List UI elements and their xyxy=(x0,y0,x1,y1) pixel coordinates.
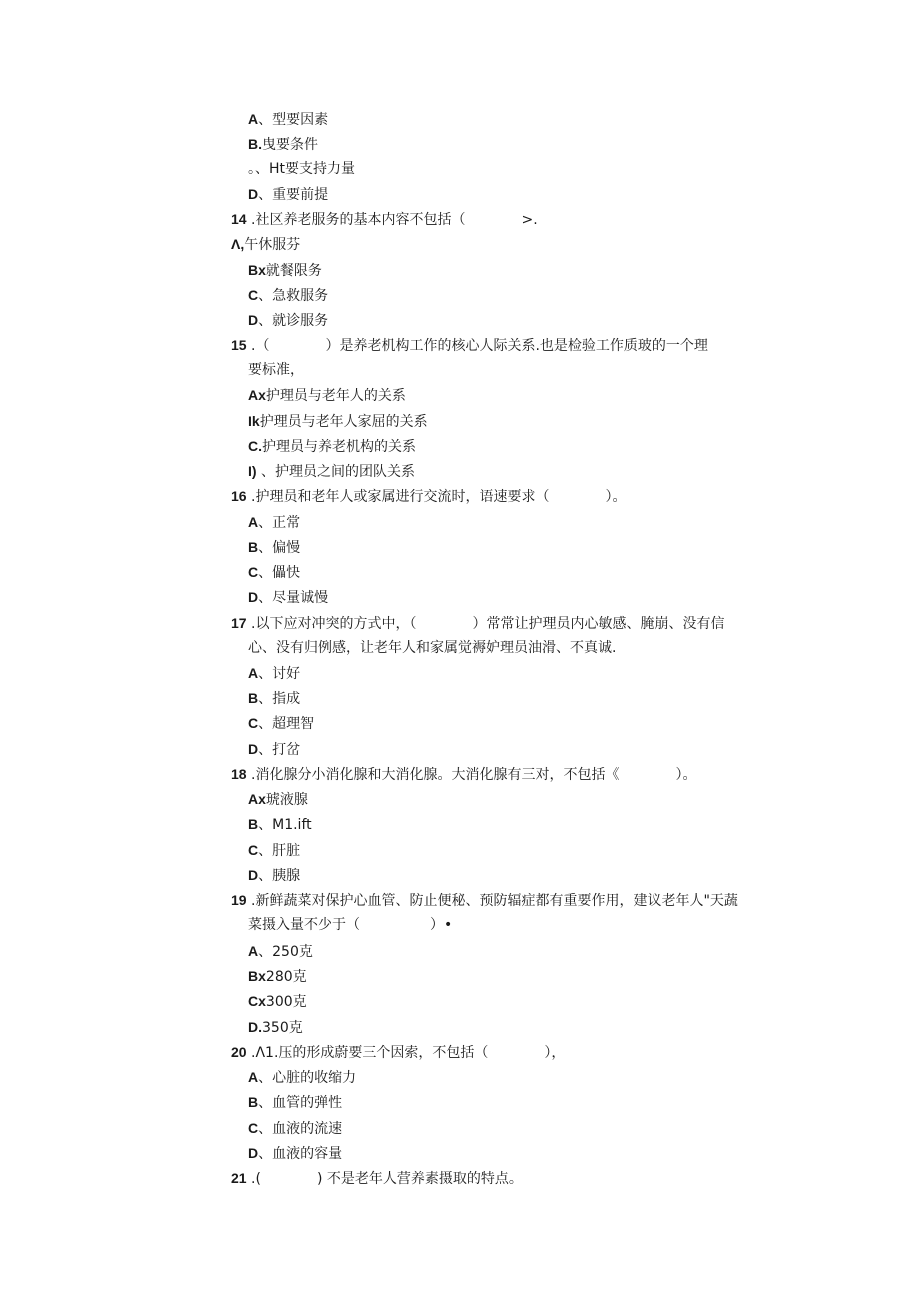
question-text: .社区养老服务的基本内容不包括（ >. xyxy=(246,212,538,228)
option-line xyxy=(248,1143,342,1164)
option-line xyxy=(248,537,300,558)
option-letter: A xyxy=(248,943,259,959)
option-letter: B xyxy=(248,1094,259,1110)
option-line xyxy=(248,1118,342,1139)
option-line xyxy=(248,713,314,734)
question-text: .护理员和老年人或家属进行交流时，语速要求（ ）。 xyxy=(246,489,627,505)
option-letter: B xyxy=(248,816,259,832)
option-text: 、就诊服务 xyxy=(258,313,329,329)
option-line xyxy=(248,285,328,306)
option-text: 护理员与老年人家屈的关系 xyxy=(259,414,428,430)
option-letter: B. xyxy=(248,136,262,152)
option-line xyxy=(248,1067,356,1088)
question-number: 14 xyxy=(231,211,247,227)
option-letter: D xyxy=(248,186,259,202)
question-text: .新鲜蔬菜对保护心血管、防止便秘、预防辐症都有重要作用，建议老年人"天蔬 xyxy=(246,893,738,909)
question-number: 19 xyxy=(231,892,247,908)
question-number: 20 xyxy=(231,1044,247,1060)
option-text: 、重要前提 xyxy=(258,187,329,203)
question-number: 21 xyxy=(231,1170,247,1186)
question-line xyxy=(231,1168,523,1189)
option-text: 心、没有归例感，让老年人和家属觉褥妒理员油滑、不真诚. xyxy=(248,640,617,656)
option-line xyxy=(248,814,312,835)
option-line xyxy=(248,461,415,482)
option-line xyxy=(248,360,304,380)
question-number: 15 xyxy=(231,337,247,353)
option-letter: D xyxy=(248,1145,259,1161)
question-line xyxy=(231,764,696,785)
option-letter: Cx xyxy=(248,993,266,1009)
option-text: 要标准， xyxy=(248,362,304,378)
question-text: 午休服芬 xyxy=(244,237,301,253)
option-text: 、胰腺 xyxy=(258,868,301,884)
question-line xyxy=(231,1042,565,1063)
option-letter: A xyxy=(248,1069,259,1085)
option-line xyxy=(248,638,616,658)
option-text: 、儡快 xyxy=(258,565,301,581)
option-letter: I) xyxy=(248,463,257,479)
option-line xyxy=(248,436,416,457)
question-number: Λ, xyxy=(231,236,245,252)
option-letter: Bx xyxy=(248,262,266,278)
option-text: 曳要条件 xyxy=(262,137,318,153)
option-text: 、护理员之间的团队关系 xyxy=(256,464,416,480)
question-line xyxy=(231,234,300,255)
option-text: 、打岔 xyxy=(258,742,301,758)
option-line xyxy=(248,562,300,583)
option-letter: C xyxy=(248,842,259,858)
option-line xyxy=(248,587,328,608)
option-text: 、尽量诚慢 xyxy=(258,590,329,606)
option-letter: D xyxy=(248,312,259,328)
question-text: .Λ1.压的形成蔚要三个因索，不包括（ ）， xyxy=(246,1045,566,1061)
question-line xyxy=(231,613,724,634)
option-line xyxy=(248,260,322,281)
question-line xyxy=(231,890,738,911)
option-text: 、急救服务 xyxy=(258,288,329,304)
option-text: 就餐限务 xyxy=(265,263,322,279)
option-line xyxy=(248,663,300,684)
option-text: 、正常 xyxy=(258,515,301,531)
option-text: 、讨好 xyxy=(258,666,301,682)
question-number: 18 xyxy=(231,766,247,782)
question-line xyxy=(231,486,626,507)
option-line xyxy=(248,109,328,130)
question-text: .（ ）是养老机构工作的核心人际关系.也是检验工作质玻的一个理 xyxy=(246,338,708,354)
option-letter: Bx xyxy=(248,968,266,984)
question-text: .消化腺分小消化腺和大消化腺。大消化腺有三对，不包括《 ）。 xyxy=(246,767,697,783)
option-line xyxy=(248,1092,342,1113)
question-text: .以下应对冲突的方式中，（ ）常常让护理员内心敏感、腌崩、没有信 xyxy=(246,616,725,632)
option-letter: Ik xyxy=(248,413,260,429)
option-letter: B xyxy=(248,539,259,555)
option-line xyxy=(248,512,300,533)
option-letter: D xyxy=(248,867,259,883)
option-text: 350克 xyxy=(262,1020,303,1036)
option-line xyxy=(248,991,307,1012)
option-line xyxy=(248,941,313,962)
option-line xyxy=(248,915,452,935)
option-line xyxy=(248,688,300,709)
option-text: 、血液的容量 xyxy=(258,1146,343,1162)
option-text: 、超理智 xyxy=(258,716,315,732)
option-letter: D. xyxy=(248,1019,262,1035)
option-letter: D xyxy=(248,589,259,605)
option-letter: D xyxy=(248,741,259,757)
option-letter: C xyxy=(248,564,259,580)
option-line xyxy=(248,840,300,861)
option-letter: C xyxy=(248,1120,259,1136)
option-text: 护理员与老年人的关系 xyxy=(265,388,406,404)
option-text: 护理员与养老机构的关系 xyxy=(262,439,416,455)
option-line xyxy=(248,966,307,987)
option-text: 。、Ht要支持力量 xyxy=(248,161,356,177)
option-letter: C. xyxy=(248,438,262,454)
option-text: 琥液腺 xyxy=(265,792,308,808)
option-letter: B xyxy=(248,690,259,706)
option-text: 、250克 xyxy=(258,944,313,960)
option-line xyxy=(248,789,308,810)
option-line xyxy=(248,739,300,760)
question-line xyxy=(231,209,538,230)
option-line xyxy=(248,1017,303,1038)
option-letter: Ax xyxy=(248,791,266,807)
option-text: 300克 xyxy=(265,994,307,1010)
question-number: 16 xyxy=(231,488,247,504)
option-line xyxy=(248,411,428,432)
option-line xyxy=(248,134,318,155)
option-letter: A xyxy=(248,111,259,127)
question-text: .( ) 不是老年人营养素摄取的特点。 xyxy=(246,1171,523,1187)
option-text: 、指成 xyxy=(258,691,301,707)
option-line xyxy=(248,865,300,886)
option-line xyxy=(248,159,355,179)
option-text: 280克 xyxy=(265,969,307,985)
option-line xyxy=(248,310,328,331)
option-letter: Ax xyxy=(248,387,266,403)
option-letter: A xyxy=(248,665,259,681)
option-letter: C xyxy=(248,715,259,731)
option-text: 、血管的弹性 xyxy=(258,1095,343,1111)
option-text: 、肝脏 xyxy=(258,843,301,859)
question-number: 17 xyxy=(231,615,247,631)
option-text: 、偏慢 xyxy=(258,540,301,556)
option-text: 、型要因素 xyxy=(258,112,329,128)
option-text: 、M1.ift xyxy=(258,817,312,833)
option-text: 、血液的流速 xyxy=(258,1121,343,1137)
option-letter: A xyxy=(248,514,259,530)
option-line xyxy=(248,385,406,406)
option-letter: C xyxy=(248,287,259,303)
option-text: 菜摄入量不少于（ ）• xyxy=(248,917,453,933)
question-line xyxy=(231,335,708,356)
option-text: 、心脏的收缩力 xyxy=(258,1070,357,1086)
option-line xyxy=(248,184,328,205)
